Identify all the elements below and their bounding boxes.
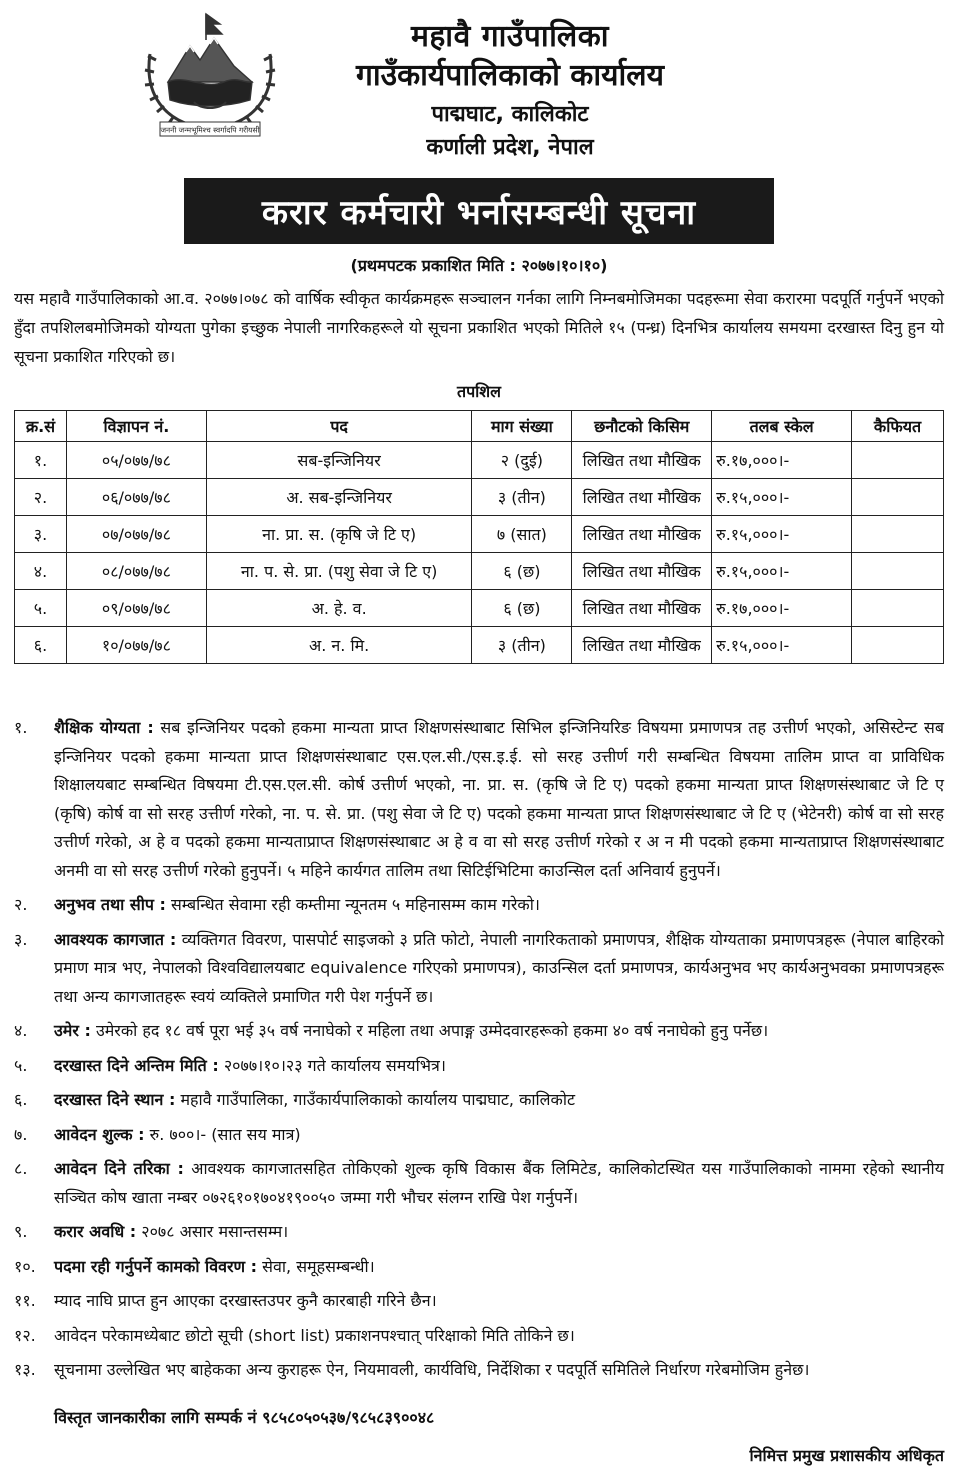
intro-paragraph: यस महावै गाउँपालिकाको आ.व. २०७७।०७८ को वार्षिक स्वीकृत कार्यक्रमहरू सञ्चालन गर्नका लागि निम्नबमोजिमका पदहरूमा सेवा करारमा पदपूर्ति गर्नुपर्ने भएको हुँदा तपशिलबमोजिमको योग्यता पुगेका इच्छुक नेपाली नागरिकहरूले यो सूचना प्रकाशित भएको मितिले १५ (पन्ध्र) दिनभित्र कार्यालय समयमा दरखास्त दिनु हुन यो सूचना प्रकाशित गरिएको छ।: [14, 289, 944, 366]
cell-ad-number: १०/०७७/७८: [66, 627, 206, 664]
cell-ad-number: ०५/०७७/७८: [66, 442, 206, 479]
list-item: [14, 1287, 944, 1316]
cell-serial: ४.: [15, 553, 67, 590]
cell-demand-count: ७ (सात): [472, 516, 572, 553]
cell-serial: २.: [15, 479, 67, 516]
office-header: [300, 18, 720, 164]
cell-remarks: [852, 442, 944, 479]
vacancy-table: [14, 410, 944, 664]
cell-remarks: [852, 553, 944, 590]
cell-remarks: [852, 627, 944, 664]
item-text: महावै गाउँपालिका, गाउँकार्यपालिकाको कार्यालय पाद्मघाट, कालिकोट: [175, 1090, 576, 1109]
publish-date: (प्रथमपटक प्रकाशित मिति : २०७७।१०।१०): [350, 256, 608, 275]
item-label: आवेदन दिने तरिका :: [54, 1159, 184, 1178]
cell-serial: १.: [15, 442, 67, 479]
list-item: [14, 1086, 944, 1115]
cell-remarks: [852, 590, 944, 627]
cell-ad-number: ०८/०७७/७८: [66, 553, 206, 590]
item-label: अनुभव तथा सीप :: [54, 895, 166, 914]
item-text: आवश्यक कागजातसहित तोकिएको शुल्क कृषि विकास बैंक लिमिटेड, कालिकोटस्थित यस गाउँपालिकाको नाममा रहेको स्थानीय सञ्चित कोष खाता नम्बर ०७२६१०१७०४१९००५० जम्मा गरी भौचर संलग्न राखि पेश गर्नुपर्ने।: [54, 1159, 944, 1207]
item-text: म्याद नाघि प्राप्त हुन आएका दरखास्तउपर कुनै कारबाही गरिने छैन।: [54, 1291, 437, 1310]
header-post: पद: [206, 411, 472, 442]
item-text: २०७७।१०।२३ गते कार्यालय समयभित्र।: [218, 1055, 446, 1075]
header-demand-count: माग संख्या: [472, 411, 572, 442]
cell-post: अ. सब-इन्जिनियर: [206, 479, 472, 516]
header-selection-type: छनौटको किसिम: [572, 411, 712, 442]
item-label: दरखास्त दिने अन्तिम मिति :: [54, 1055, 219, 1075]
header-serial: क्र.सं: [15, 411, 67, 442]
cell-demand-count: ३ (तीन): [472, 627, 572, 664]
list-item: [14, 1218, 944, 1247]
cell-remarks: [852, 479, 944, 516]
item-label: दरखास्त दिने स्थान :: [54, 1090, 176, 1109]
item-number: १२.: [14, 1325, 36, 1345]
list-item: [14, 1356, 944, 1385]
cell-salary-scale: रु.१५,०००।-: [712, 627, 852, 664]
cell-serial: ६.: [15, 627, 67, 664]
table-row: [15, 627, 944, 664]
item-label: आवेदन शुल्क :: [54, 1124, 145, 1144]
item-text: व्यक्तिगत विवरण, पासपोर्ट साइजको ३ प्रति फोटो, नेपाली नागरिकताको प्रमाणपत्र, शैक्षिक योग्यताका प्रमाणपत्रहरू (नेपाल बाहिरको प्रमाण मात्र भए, नेपालको विश्वविद्यालयबाट equivalence गरिएको प्रमाणपत्र), काउन्सिल दर्ता प्रमाणपत्र, कार्यअनुभव भए कार्यअनुभवका प्रमाणपत्रहरू तथा अन्य कागजातहरू स्वयं व्यक्तिले प्रमाणित गरी पेश गर्नुपर्ने छ।: [54, 929, 945, 1006]
cell-post: अ. न. मि.: [206, 627, 472, 664]
header-salary-scale: तलब स्केल: [712, 411, 852, 442]
cell-post: सब-इन्जिनियर: [206, 442, 472, 479]
item-text: सब इन्जिनियर पदको हकमा मान्यता प्राप्त शिक्षणसंस्थाबाट सिभिल इन्जिनियरिङ विषयमा प्रमाणपत्र तह उत्तीर्ण भएको, असिस्टेन्ट सब इन्जिनियर पदको हकमा मान्यता प्राप्त शिक्षणसंस्थाबाट एस.एल.सी./एस.इ.ई. सो सरह उत्तीर्ण गरी सम्बन्धित विषयमा तालिम प्राप्त वा प्राविधिक शिक्षालयबाट सम्बन्धित विषयमा टी.एस.एल.सी. कोर्ष उत्तीर्ण भएको, ना. प्रा. स. (कृषि जे टि ए) पदको हकमा मान्यता प्राप्त शिक्षणसंस्थाबाट जे टि ए (कृषि) कोर्ष वा सो सरह उत्तीर्ण गरेको, ना. प. से. प्रा. (पशु सेवा जे टि ए) पदको हकमा मान्यता प्राप्त शिक्षणसंस्थाबाट जे टि ए (भेटेनरी) कोर्ष वा सो सरह उत्तीर्ण गरेको, अ हे व पदको हकमा मान्यताप्राप्त शिक्षणसंस्थाबाट अ हे व वा सो सरह उत्तीर्ण गरेको र अ न मी पदको हकमा मान्यताप्राप्त शिक्षणसंस्थाबाट अनमी वा सो सरह उत्तीर्ण गरेको हुनुपर्ने। ५ महिने कार्यगत तालिम तथा सिटिईभिटिमा काउन्सिल दर्ता अनिवार्य हुनुपर्ने।: [54, 718, 944, 880]
table-row: [15, 516, 944, 553]
cell-selection-type: लिखित तथा मौखिक: [572, 516, 712, 553]
municipality-name: महावै गाउँपालिका: [410, 19, 610, 54]
header-remarks: कैफियत: [852, 411, 944, 442]
item-text: आवेदन परेकामध्येबाट छोटो सूची (short list) प्रकाशनपश्चात् परिक्षाको मिति तोकिने छ।: [54, 1325, 575, 1345]
cell-salary-scale: रु.१५,०००।-: [712, 553, 852, 590]
table-row: [15, 479, 944, 516]
cell-serial: ३.: [15, 516, 67, 553]
cell-demand-count: ३ (तीन): [472, 479, 572, 516]
item-number: १३.: [14, 1360, 36, 1379]
cell-selection-type: लिखित तथा मौखिक: [572, 590, 712, 627]
cell-serial: ५.: [15, 590, 67, 627]
cell-post: ना. प्रा. स. (कृषि जे टि ए): [206, 516, 472, 553]
notice-title: करार कर्मचारी भर्नासम्बन्धी सूचना: [184, 178, 774, 244]
list-item: [14, 891, 944, 920]
item-label: आवश्यक कागजात :: [54, 929, 177, 949]
item-number: ५.: [14, 1055, 28, 1075]
office-name: गाउँकार्यपालिकाको कार्यालय: [355, 58, 664, 93]
cell-ad-number: ०७/०७७/७८: [66, 516, 206, 553]
item-number: ३.: [14, 929, 28, 949]
item-label: शैक्षिक योग्यता :: [54, 718, 154, 737]
conditions-list: [14, 714, 944, 1391]
item-number: १.: [14, 718, 28, 737]
cell-selection-type: लिखित तथा मौखिक: [572, 442, 712, 479]
list-item: [14, 1017, 944, 1046]
table-row: [15, 553, 944, 590]
table-row: [15, 590, 944, 627]
cell-post: ना. प. से. प्रा. (पशु सेवा जे टि ए): [206, 553, 472, 590]
cell-selection-type: लिखित तथा मौखिक: [572, 553, 712, 590]
contact-info: विस्तृत जानकारीका लागि सम्पर्क नं ९८५८०५०५३७/९८५८३९००४८: [54, 1408, 435, 1427]
office-province: कर्णाली प्रदेश, नेपाल: [426, 135, 594, 160]
cell-selection-type: लिखित तथा मौखिक: [572, 627, 712, 664]
list-item: [14, 1052, 944, 1081]
item-number: ६.: [14, 1090, 28, 1109]
item-label: करार अवधि :: [54, 1222, 137, 1241]
cell-selection-type: लिखित तथा मौखिक: [572, 479, 712, 516]
cell-demand-count: ६ (छ): [472, 590, 572, 627]
details-heading: तपशिल: [456, 382, 502, 401]
table-header-row: [15, 411, 944, 442]
item-number: २.: [14, 895, 28, 914]
item-text: २०७८ असार मसान्तसम्म।: [136, 1222, 289, 1241]
list-item: [14, 1155, 944, 1212]
list-item: [14, 714, 944, 885]
cell-demand-count: २ (दुई): [472, 442, 572, 479]
svg-text:जननी जन्मभूमिश्च स्वर्गादपि गर: जननी जन्मभूमिश्च स्वर्गादपि गरीयसी: [160, 125, 260, 135]
cell-post: अ. हे. व.: [206, 590, 472, 627]
cell-salary-scale: रु.१५,०००।-: [712, 516, 852, 553]
nepal-government-emblem-icon: [134, 10, 286, 142]
office-address: पाद्मघाट, कालिकोट: [431, 102, 589, 127]
item-number: ७.: [14, 1124, 28, 1144]
item-number: ८.: [14, 1159, 28, 1178]
cell-demand-count: ६ (छ): [472, 553, 572, 590]
cell-ad-number: ०६/०७७/७८: [66, 479, 206, 516]
table-row: [15, 442, 944, 479]
signatory-title: निमित्त प्रमुख प्रशासकीय अधिकृत: [749, 1446, 944, 1465]
list-item: [14, 926, 944, 1012]
item-text: सेवा, समूहसम्बन्धी।: [257, 1256, 375, 1276]
item-number: ११.: [14, 1291, 36, 1310]
item-text: उमेरको हद १८ वर्ष पूरा भई ३५ वर्ष ननाघेको र महिला तथा अपाङ्ग उम्मेदवारहरूको हकमा ४० वर्ष ननाघेको हुनु पर्नेछ।: [90, 1021, 769, 1040]
item-number: ९.: [14, 1222, 28, 1241]
item-text: सूचनामा उल्लेखित भए बाहेकका अन्य कुराहरू ऐन, नियमावली, कार्यविधि, निर्देशिका र पदपूर्ति समितिले निर्धारण गरेबमोजिम हुनेछ।: [54, 1360, 810, 1379]
list-item: [14, 1253, 944, 1282]
cell-remarks: [852, 516, 944, 553]
item-number: ४.: [14, 1021, 28, 1040]
cell-salary-scale: रु.१७,०००।-: [712, 442, 852, 479]
cell-salary-scale: रु.१७,०००।-: [712, 590, 852, 627]
cell-ad-number: ०९/०७७/७८: [66, 590, 206, 627]
list-item: [14, 1121, 944, 1150]
header-ad-number: विज्ञापन नं.: [66, 411, 206, 442]
item-text: रु. ७००।- (सात सय मात्र): [144, 1124, 301, 1144]
list-item: [14, 1322, 944, 1351]
item-number: १०.: [14, 1256, 36, 1276]
item-label: पदमा रही गर्नुपर्ने कामको विवरण :: [54, 1256, 258, 1276]
item-text: सम्बन्धित सेवामा रही कम्तीमा न्यूनतम ५ महिनासम्म काम गरेको।: [165, 895, 540, 914]
cell-salary-scale: रु.१५,०००।-: [712, 479, 852, 516]
item-label: उमेर :: [54, 1021, 91, 1040]
